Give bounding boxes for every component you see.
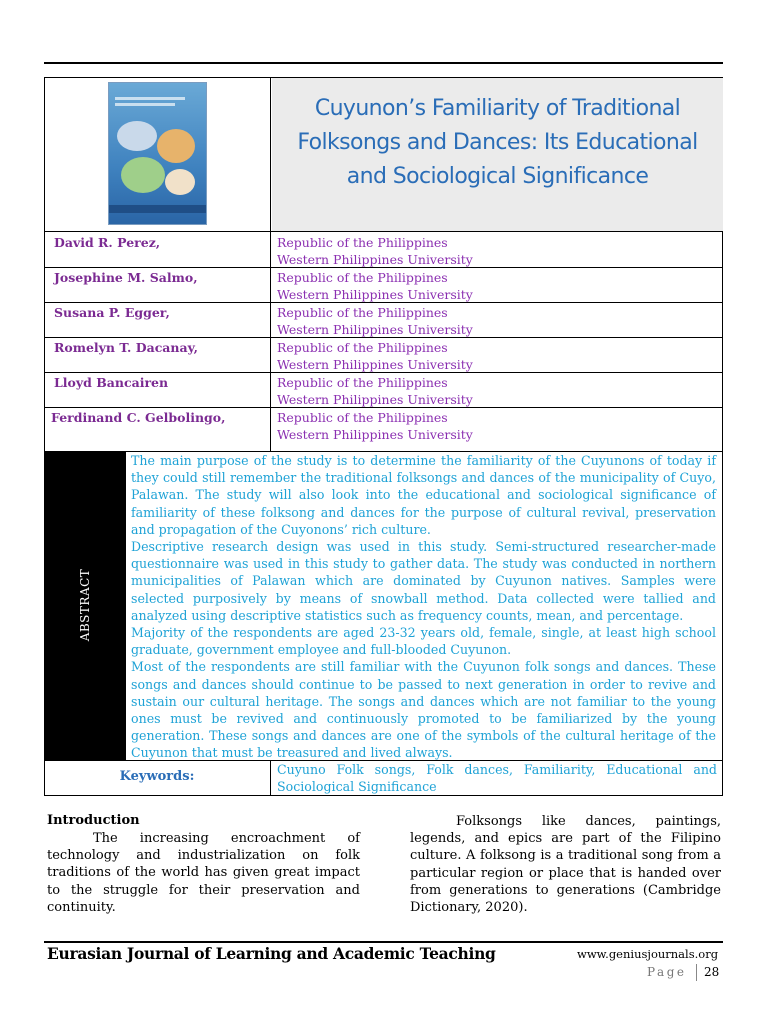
affiliation-university: Western Philippines University: [277, 357, 473, 372]
affiliation-country: Republic of the Philippines: [277, 410, 448, 425]
abstract-paragraph: Majority of the respondents are aged 23-32 years old, female, single, at least high school graduate, government employee and full-blooded Cuyunon.: [131, 625, 716, 658]
affiliation-country: Republic of the Philippines: [277, 340, 448, 355]
author-affiliation: [277, 409, 473, 443]
affiliation-university: Western Philippines University: [277, 287, 473, 302]
introduction-heading: Introduction: [47, 813, 140, 828]
affiliation-university: Western Philippines University: [277, 427, 473, 442]
author-affiliation: [277, 304, 473, 338]
affiliation-country: Republic of the Philippines: [277, 375, 448, 390]
introduction-paragraph: The increasing encroachment of technology and industrialization on folk traditions of the world has given great impact to the struggle for their preservation and continuity.: [47, 831, 360, 915]
table-column-divider-top: [270, 77, 271, 451]
cover-photo-circle: [165, 169, 195, 195]
author-name: Romelyn T. Dacanay,: [54, 340, 199, 355]
abstract-label: ABSTRACT: [78, 568, 92, 642]
footer-website-link[interactable]: www.geniusjournals.org: [577, 947, 719, 961]
author-name: Susana P. Egger,: [54, 305, 170, 320]
cover-photo-circle: [117, 121, 157, 151]
introduction-paragraph: Folksongs like dances, paintings, legends, and epics are part of the Filipino culture. A folksong is a traditional song from a particular region or place that is handed over from generations to generations (Cambridge Dictionary, 2020).: [410, 814, 721, 916]
affiliation-country: Republic of the Philippines: [277, 270, 448, 285]
introduction-left-column: [47, 830, 360, 916]
keywords-text: Cuyuno Folk songs, Folk dances, Familiarity, Educational and Sociological Significance: [277, 762, 717, 794]
footer-journal-name: Eurasian Journal of Learning and Academic Teaching: [47, 944, 496, 963]
header-rule: [44, 62, 723, 64]
footer-rule: [44, 941, 723, 943]
journal-cover-image: [108, 82, 207, 225]
author-name: Ferdinand C. Gelbolingo,: [51, 410, 226, 425]
cover-photo-circle: [121, 157, 165, 193]
table-column-divider-bottom: [270, 760, 271, 795]
affiliation-university: Western Philippines University: [277, 322, 473, 337]
abstract-paragraph: Most of the respondents are still familiar with the Cuyunon folk songs and dances. These songs and dances should continue to be passed to next generation in order to revive and sustain our cultural heritage. The songs and dances which are not familiar to the young ones must be revived and continuously promoted to be familiarized by the young generation. These songs and dances are one of the symbols of the cultural heritage of the Cuyunon that must be treasured and lived always.: [131, 659, 716, 761]
author-affiliation: [277, 269, 473, 303]
affiliation-country: Republic of the Philippines: [277, 305, 448, 320]
author-name: Lloyd Bancairen: [54, 375, 169, 390]
abstract-paragraph: Descriptive research design was used in this study. Semi-structured researcher-made questionnaire was used in this study to gather data. The study was conducted in northern municipalities of Palawan which are dominated by Cuyunon natives. Samples were selected purposively by means of snowball method. Data collected were tallied and analyzed using descriptive statistics such as frequency counts, mean, and percentage.: [131, 539, 716, 623]
paper-title: Cuyunon’s Familiarity of Traditional Folksongs and Dances: Its Educational and Sociological Significance: [297, 96, 698, 189]
author-affiliation: [277, 234, 473, 268]
cover-footer-band: [109, 205, 206, 213]
affiliation-university: Western Philippines University: [277, 392, 473, 407]
row-separator: [44, 231, 723, 232]
page-number: 28: [704, 965, 720, 979]
introduction-right-column: [410, 813, 721, 916]
table-bottom-border: [44, 795, 723, 796]
cover-title-decoration: [115, 97, 201, 106]
author-affiliation: [277, 374, 473, 408]
page-label: Page: [647, 965, 687, 979]
affiliation-university: Western Philippines University: [277, 252, 473, 267]
author-name: Josephine M. Salmo,: [54, 270, 198, 285]
page-separator: [696, 964, 697, 981]
author-affiliation: [277, 339, 473, 373]
affiliation-country: Republic of the Philippines: [277, 235, 448, 250]
abstract-paragraph: The main purpose of the study is to determine the familiarity of the Cuyunons of today if they could still remember the traditional folksongs and dances of the municipality of Cuyo, Palawan. The study will also look into the educational and sociological significance of familiarity of these folksong and dances for the purpose of cultural revival, preservation and propagation of the Cuyonons’ rich culture.: [131, 453, 716, 537]
abstract-body: [131, 452, 716, 762]
author-name: David R. Perez,: [54, 235, 161, 250]
cover-photo-circle: [157, 129, 195, 163]
keywords-label: Keywords:: [119, 769, 195, 784]
